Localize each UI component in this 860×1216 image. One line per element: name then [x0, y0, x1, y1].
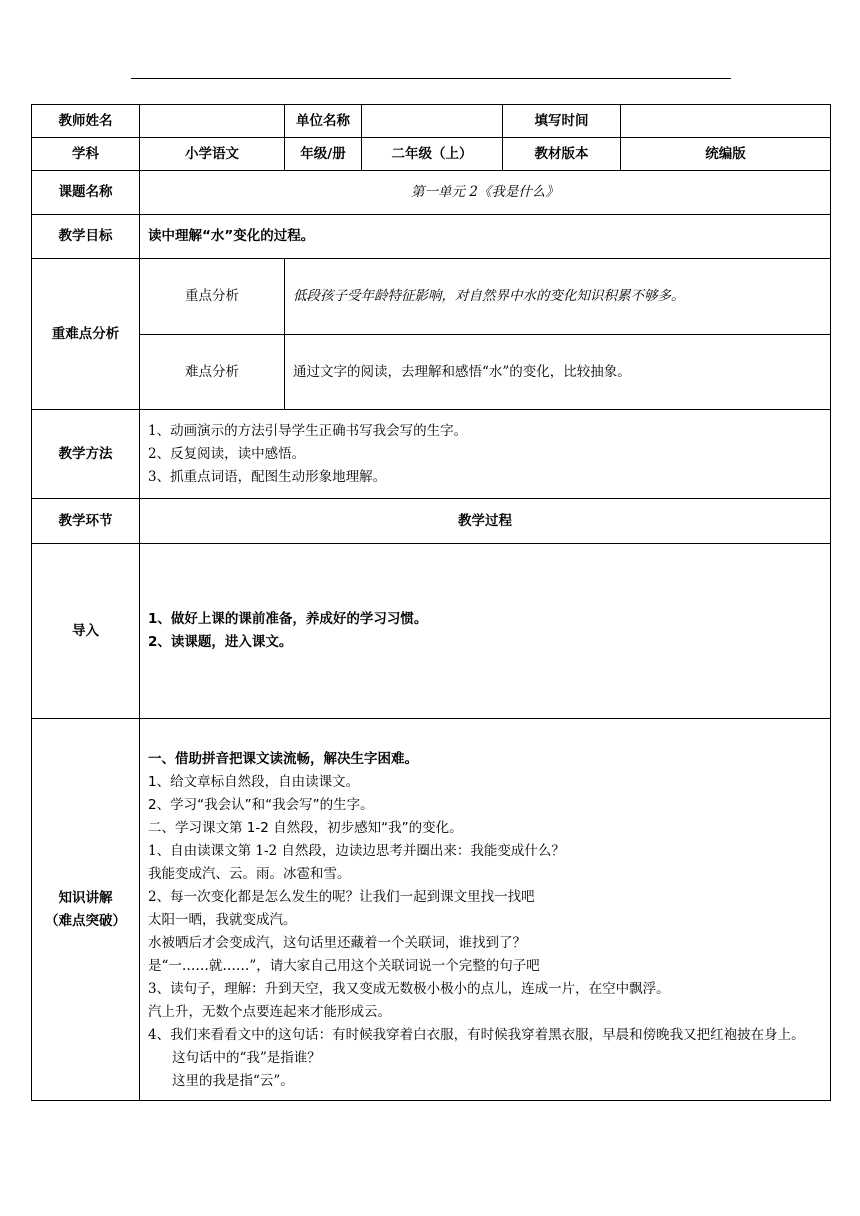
knowledge-label-line1: 知识讲解	[58, 889, 113, 906]
key-analysis-label: 重点分析	[140, 259, 285, 335]
fill-time-value	[621, 105, 831, 138]
row-knowledge	[32, 719, 831, 1101]
row-method	[32, 410, 831, 499]
topic-value: 第一单元 2《我是什么》	[140, 171, 831, 215]
teacher-name-label: 教师姓名	[32, 105, 140, 138]
row-key-analysis	[32, 259, 831, 335]
knowledge-line: 1、自由读课文第 1-2 自然段，边读边思考并圈出来：我能变成什么？	[148, 843, 565, 859]
analysis-label: 重难点分析	[32, 259, 140, 410]
key-analysis-value: 低段孩子受年龄特征影响，对自然界中水的变化知识积累不够多。	[285, 259, 831, 335]
method-line: 1、动画演示的方法引导学生正确书写我会写的生字。	[148, 422, 468, 439]
fill-time-label: 填写时间	[503, 105, 621, 138]
row-intro	[32, 544, 831, 719]
knowledge-line: 2、每一次变化都是怎么发生的呢？让我们一起到课文里找一找吧	[148, 889, 535, 905]
difficult-analysis-label: 难点分析	[140, 335, 285, 410]
unit-label: 单位名称	[285, 105, 362, 138]
knowledge-line: 2、学习“我会认”和“我会写”的生字。	[148, 797, 374, 813]
subject-label: 学科	[32, 138, 140, 171]
knowledge-line: 一、借助拼音把课文读流畅，解决生字困难。	[148, 751, 418, 767]
knowledge-label	[32, 719, 140, 1101]
method-content	[140, 410, 831, 499]
knowledge-line: 3、读句子，理解：升到天空，我又变成无数极小极小的点儿，连成一片，在空中飘浮。	[148, 981, 670, 997]
row-difficult-analysis	[32, 335, 831, 410]
row-subject-info	[32, 138, 831, 171]
method-line: 3、抓重点词语，配图生动形象地理解。	[148, 468, 387, 485]
knowledge-line: 二、学习课文第 1-2 自然段，初步感知“我”的变化。	[148, 820, 463, 836]
row-teacher-info	[32, 105, 831, 138]
grade-label: 年级/册	[285, 138, 362, 171]
subject-value: 小学语文	[140, 138, 285, 171]
objective-label: 教学目标	[32, 215, 140, 259]
knowledge-line: 太阳一晒，我就变成汽。	[148, 912, 297, 928]
stage-label: 教学环节	[32, 499, 140, 544]
knowledge-line: 这句话中的“我”是指谁？	[172, 1050, 321, 1066]
intro-label: 导入	[32, 544, 140, 719]
intro-line: 2、读课题，进入课文。	[148, 634, 293, 650]
unit-value	[362, 105, 503, 138]
knowledge-line: 1、给文章标自然段，自由读课文。	[148, 774, 360, 790]
method-line: 2、反复阅读，读中感悟。	[148, 445, 306, 462]
header-rule	[131, 78, 731, 79]
knowledge-line: 我能变成汽、云。雨。冰雹和雪。	[148, 866, 351, 882]
knowledge-line: 这里的我是指“云”。	[172, 1073, 294, 1089]
intro-line: 1、做好上课的课前准备，养成好的学习习惯。	[148, 611, 428, 627]
row-process-header	[32, 499, 831, 544]
intro-content	[140, 544, 831, 719]
teacher-name-value	[140, 105, 285, 138]
knowledge-content	[140, 719, 831, 1101]
knowledge-label-line2: （难点突破）	[45, 912, 126, 929]
knowledge-line: 4、我们来看看文中的这句话：有时候我穿着白衣服，有时候我穿着黑衣服，早晨和傍晚我又把红袍披在身上。	[148, 1027, 805, 1043]
knowledge-line: 水被晒后才会变成汽，这句话里还藏着一个关联词，谁找到了？	[148, 935, 526, 951]
objective-value: 读中理解“水”变化的过程。	[140, 215, 831, 259]
knowledge-line: 汽上升，无数个点要连起来才能形成云。	[148, 1004, 391, 1020]
grade-value: 二年级（上）	[362, 138, 503, 171]
process-label: 教学过程	[140, 499, 831, 544]
knowledge-line: 是“一……就……”，请大家自己用这个关联词说一个完整的句子吧	[148, 958, 540, 974]
difficult-analysis-value: 通过文字的阅读，去理解和感悟“水”的变化，比较抽象。	[285, 335, 831, 410]
edition-label: 教材版本	[503, 138, 621, 171]
topic-label: 课题名称	[32, 171, 140, 215]
lesson-plan-table	[31, 104, 831, 1101]
method-label: 教学方法	[32, 410, 140, 499]
row-topic	[32, 171, 831, 215]
row-objective	[32, 215, 831, 259]
edition-value: 统编版	[621, 138, 831, 171]
